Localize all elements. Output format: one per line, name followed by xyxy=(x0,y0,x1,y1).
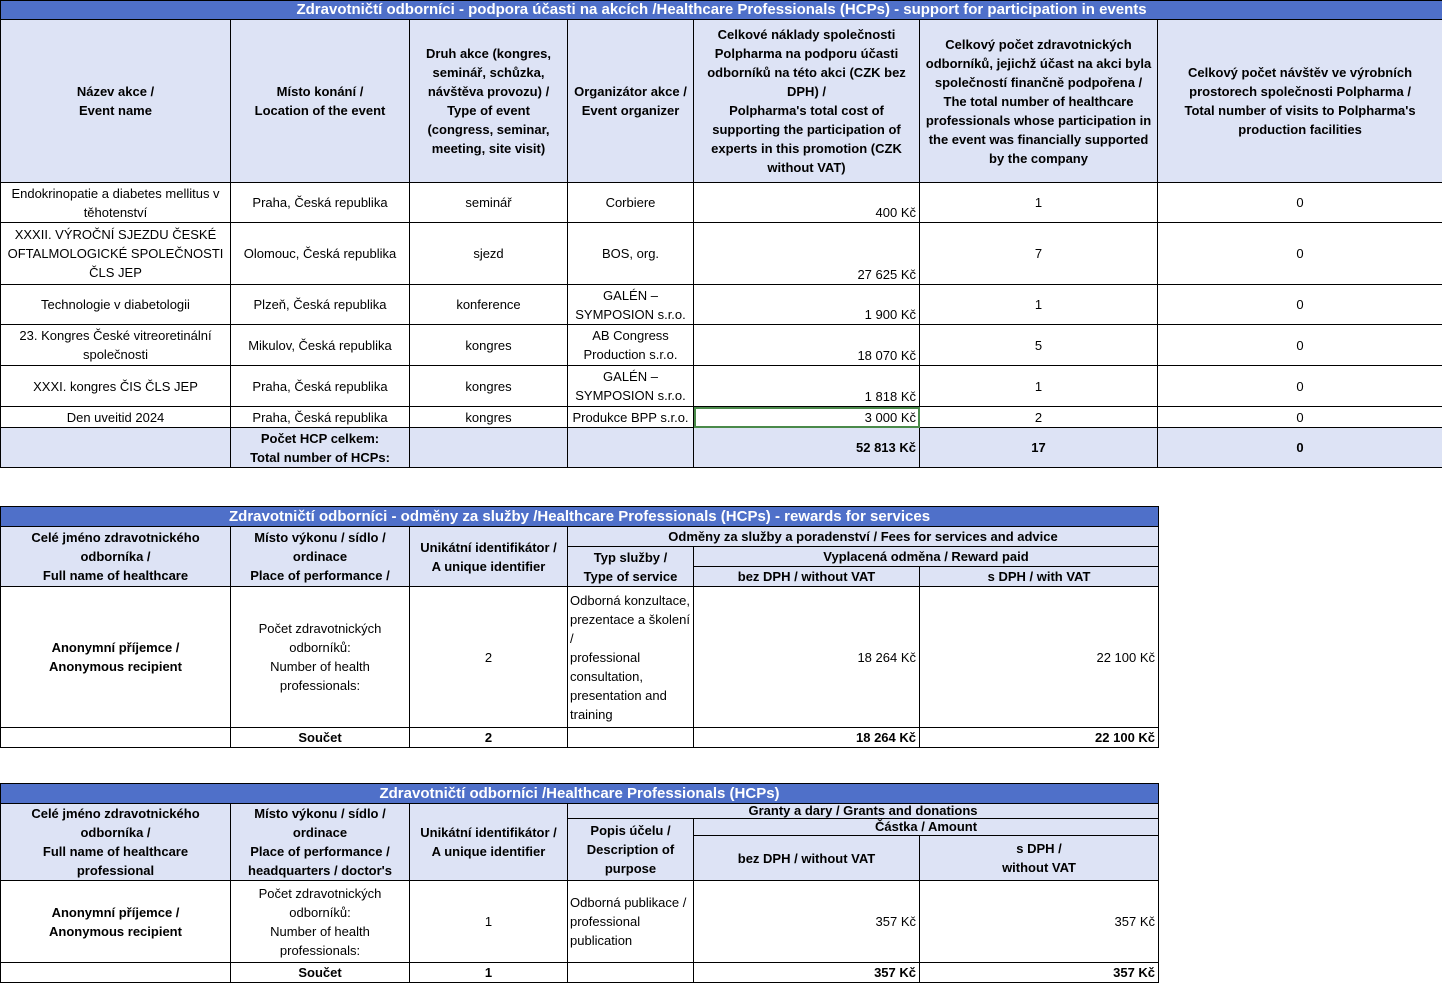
recipient-place: Počet zdravotnických odborníků: Number of health professionals: xyxy=(231,881,410,963)
header-place: Místo výkonu / sídlo / ordinace Place of performance / headquarters / doctor's xyxy=(231,804,410,881)
total-cost: 52 813 Kč xyxy=(694,428,920,468)
header-without-vat: bez DPH / without VAT xyxy=(694,836,920,881)
event-hcps: 2 xyxy=(920,407,1158,428)
event-hcps: 1 xyxy=(920,183,1158,223)
event-visits: 0 xyxy=(1158,223,1442,285)
events-total-row xyxy=(1,428,1442,468)
header-with-vat: s DPH / without VAT xyxy=(920,836,1159,881)
service-type: Odborná konzultace, prezentace a školení / professional consultation, presentation and training xyxy=(568,587,694,728)
table-row xyxy=(1,285,1442,325)
table-row xyxy=(1,587,1159,728)
header-amount: Částka / Amount xyxy=(694,819,1159,836)
header-location: Místo konání / Location of the event xyxy=(231,20,410,183)
event-hcps: 1 xyxy=(920,366,1158,407)
reward-with-vat: 22 100 Kč xyxy=(920,587,1159,728)
header-full-name: Celé jméno zdravotnického odborníka / Full name of healthcare professional xyxy=(1,804,231,881)
sum-count: 1 xyxy=(410,963,568,983)
event-type: seminář xyxy=(410,183,568,223)
recipient-name: Anonymní příjemce / Anonymous recipient xyxy=(1,587,231,728)
recipient-name: Anonymní příjemce / Anonymous recipient xyxy=(1,881,231,963)
header-unique-id: Unikátní identifikátor / A unique identifier xyxy=(410,527,568,587)
sum-without-vat: 18 264 Kč xyxy=(694,728,920,748)
recipient-count: 1 xyxy=(410,881,568,963)
total-visits: 0 xyxy=(1158,428,1442,468)
event-name: Technologie v diabetologii xyxy=(1,285,231,325)
event-type: sjezd xyxy=(410,223,568,285)
grants-donations-table xyxy=(0,783,1159,983)
event-cost: 400 Kč xyxy=(694,183,920,223)
event-location: Praha, Česká republika xyxy=(231,183,410,223)
rewards-sum-row xyxy=(1,728,1159,748)
header-event-name: Název akce / Event name xyxy=(1,20,231,183)
table-row xyxy=(1,881,1159,963)
table-row xyxy=(1,223,1442,285)
event-cost: 27 625 Kč xyxy=(694,223,920,285)
sum-with-vat: 357 Kč xyxy=(920,963,1159,983)
event-cost: 18 070 Kč xyxy=(694,325,920,366)
rewards-table-title: Zdravotničtí odborníci - odměny za služby /Healthcare Professionals (HCPs) - rewards for services xyxy=(1,507,1159,527)
header-with-vat: s DPH / with VAT xyxy=(920,567,1159,587)
header-reward-paid: Vyplacená odměna / Reward paid xyxy=(694,547,1159,567)
table-row xyxy=(1,366,1442,407)
event-hcps: 5 xyxy=(920,325,1158,366)
grant-without-vat: 357 Kč xyxy=(694,881,920,963)
event-hcps: 1 xyxy=(920,285,1158,325)
event-organizer: GALÉN – SYMPOSION s.r.o. xyxy=(568,366,694,407)
total-empty-cell xyxy=(1,428,231,468)
event-type: kongres xyxy=(410,325,568,366)
recipient-place: Počet zdravotnických odborníků: Number of health professionals: xyxy=(231,587,410,728)
event-name: Endokrinopatie a diabetes mellitus v těhotenství xyxy=(1,183,231,223)
header-purpose: Popis účelu / Description of purpose xyxy=(568,819,694,881)
header-place: Místo výkonu / sídlo / ordinace Place of performance / xyxy=(231,527,410,587)
total-hcps: 17 xyxy=(920,428,1158,468)
header-without-vat: bez DPH / without VAT xyxy=(694,567,920,587)
selected-cell[interactable]: 3 000 Kč xyxy=(694,407,920,428)
event-visits: 0 xyxy=(1158,285,1442,325)
event-cost: 1 900 Kč xyxy=(694,285,920,325)
grants-table-title: Zdravotničtí odborníci /Healthcare Professionals (HCPs) xyxy=(1,784,1159,804)
event-visits: 0 xyxy=(1158,366,1442,407)
event-visits: 0 xyxy=(1158,183,1442,223)
events-table-title: Zdravotničtí odborníci - podpora účasti na akcích /Healthcare Professionals (HCPs) - support for participation in events xyxy=(1,1,1442,20)
table-row xyxy=(1,325,1442,366)
header-fees: Odměny za služby a poradenství / Fees for services and advice xyxy=(568,527,1159,547)
total-empty-cell xyxy=(410,428,568,468)
header-grants: Granty a dary / Grants and donations xyxy=(568,804,1159,819)
header-event-type: Druh akce (kongres, seminář, schůzka, návštěva provozu) / Type of event (congress, seminar, meeting, site visit) xyxy=(410,20,568,183)
sum-label: Součet xyxy=(231,728,410,748)
rewards-services-table xyxy=(0,506,1159,748)
header-total-hcps: Celkový počet zdravotnických odborníků, jejichž účast na akci byla společností finančně podpořena / The total number of healthcare professionals whose participation in the event was financially supported by the company xyxy=(920,20,1158,183)
sum-label: Součet xyxy=(231,963,410,983)
event-name: 23. Kongres České vitreoretinální společnosti xyxy=(1,325,231,366)
event-visits: 0 xyxy=(1158,325,1442,366)
event-location: Olomouc, Česká republika xyxy=(231,223,410,285)
event-visits: 0 xyxy=(1158,407,1442,428)
sum-empty-cell xyxy=(1,728,231,748)
header-organizer: Organizátor akce / Event organizer xyxy=(568,20,694,183)
event-location: Mikulov, Česká republika xyxy=(231,325,410,366)
event-organizer: Produkce BPP s.r.o. xyxy=(568,407,694,428)
event-organizer: Corbiere xyxy=(568,183,694,223)
sum-count: 2 xyxy=(410,728,568,748)
sum-without-vat: 357 Kč xyxy=(694,963,920,983)
sum-empty-cell xyxy=(568,728,694,748)
table-row xyxy=(1,183,1442,223)
event-type: konference xyxy=(410,285,568,325)
events-header-row xyxy=(1,20,1442,183)
event-organizer: AB Congress Production s.r.o. xyxy=(568,325,694,366)
event-organizer: GALÉN – SYMPOSION s.r.o. xyxy=(568,285,694,325)
header-unique-id: Unikátní identifikátor / A unique identifier xyxy=(410,804,568,881)
event-location: Praha, Česká republika xyxy=(231,407,410,428)
event-location: Praha, Česká republika xyxy=(231,366,410,407)
table-row xyxy=(1,407,1442,428)
reward-without-vat: 18 264 Kč xyxy=(694,587,920,728)
event-type: kongres xyxy=(410,407,568,428)
events-support-table xyxy=(0,0,1442,468)
event-name: XXXII. VÝROČNÍ SJEZDU ČESKÉ OFTALMOLOGICKÉ SPOLEČNOSTI ČLS JEP xyxy=(1,223,231,285)
header-service-type: Typ služby / Type of service xyxy=(568,547,694,587)
event-hcps: 7 xyxy=(920,223,1158,285)
header-total-visits: Celkový počet návštěv ve výrobních prostorech společnosti Polpharma / Total number of visits to Polpharma's production facilities xyxy=(1158,20,1442,183)
event-type: kongres xyxy=(410,366,568,407)
recipient-count: 2 xyxy=(410,587,568,728)
total-empty-cell xyxy=(568,428,694,468)
grant-with-vat: 357 Kč xyxy=(920,881,1159,963)
sum-with-vat: 22 100 Kč xyxy=(920,728,1159,748)
header-full-name: Celé jméno zdravotnického odborníka / Full name of healthcare xyxy=(1,527,231,587)
grant-purpose: Odborná publikace / professional publication xyxy=(568,881,694,963)
event-location: Plzeň, Česká republika xyxy=(231,285,410,325)
event-name: Den uveitid 2024 xyxy=(1,407,231,428)
total-hcp-label: Počet HCP celkem: Total number of HCPs: xyxy=(231,428,410,468)
event-name: XXXI. kongres ČIS ČLS JEP xyxy=(1,366,231,407)
event-cost: 1 818 Kč xyxy=(694,366,920,407)
header-total-cost: Celkové náklady společnosti Polpharma na podporu účasti odborníků na této akci (CZK bez DPH) / Polpharma's total cost of supporting the participation of experts in this promotion (CZK without VAT) xyxy=(694,20,920,183)
event-organizer: BOS, org. xyxy=(568,223,694,285)
